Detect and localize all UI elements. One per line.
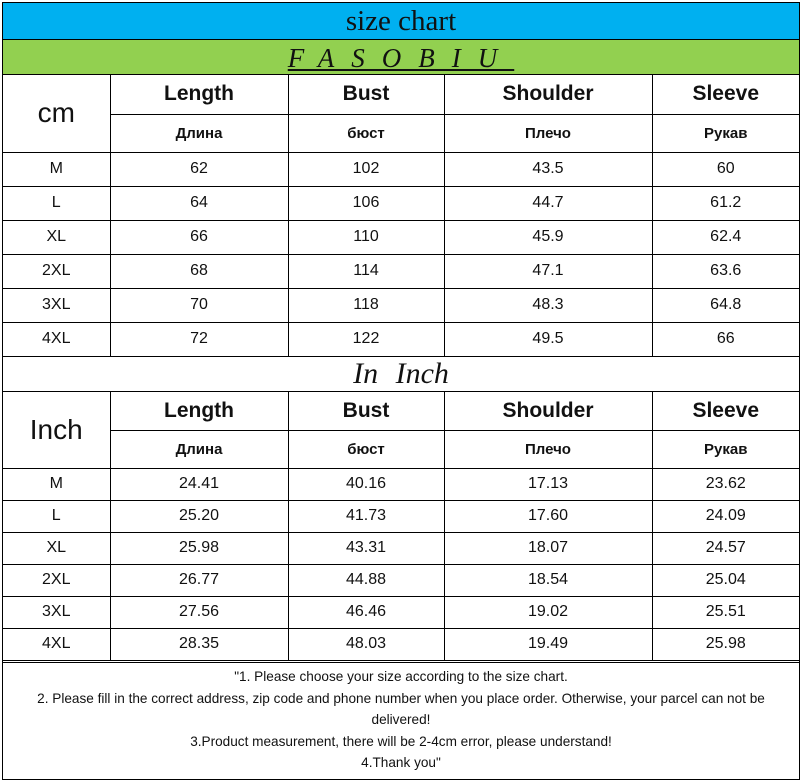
header-bust: Bust [288, 75, 444, 114]
shoulder-cell: 44.7 [444, 186, 652, 220]
bust-cell: 110 [288, 220, 444, 254]
sleeve-cell: 62.4 [652, 220, 799, 254]
bust-cell: 41.73 [288, 500, 444, 532]
size-cell: XL [3, 220, 110, 254]
sleeve-cell: 64.8 [652, 288, 799, 322]
shoulder-cell: 17.60 [444, 500, 652, 532]
table-row [3, 628, 799, 660]
sleeve-cell: 25.04 [652, 564, 799, 596]
size-cell: 2XL [3, 254, 110, 288]
table-row [3, 468, 799, 500]
length-cell: 25.20 [110, 500, 288, 532]
shoulder-cell: 48.3 [444, 288, 652, 322]
length-cell: 28.35 [110, 628, 288, 660]
inch-size-table [3, 392, 799, 661]
bust-cell: 43.31 [288, 532, 444, 564]
table-row [3, 322, 799, 356]
note-line: 3.Product measurement, there will be 2-4cm error, please understand! [190, 733, 612, 749]
table-row [3, 532, 799, 564]
table-row [3, 152, 799, 186]
size-cell: XL [3, 532, 110, 564]
unit-label: cm [3, 75, 110, 152]
notes-section [3, 662, 799, 779]
header-length-ru: Длина [110, 430, 288, 468]
header-bust-ru: бюст [288, 114, 444, 152]
header-sleeve-ru: Рукав [652, 114, 799, 152]
sleeve-cell: 25.98 [652, 628, 799, 660]
header-shoulder: Shoulder [444, 392, 652, 430]
length-cell: 68 [110, 254, 288, 288]
sleeve-cell: 24.09 [652, 500, 799, 532]
length-cell: 24.41 [110, 468, 288, 500]
sleeve-cell: 61.2 [652, 186, 799, 220]
shoulder-cell: 18.54 [444, 564, 652, 596]
header-length-ru: Длина [110, 114, 288, 152]
table-row [3, 564, 799, 596]
shoulder-cell: 18.07 [444, 532, 652, 564]
size-cell: 2XL [3, 564, 110, 596]
length-cell: 27.56 [110, 596, 288, 628]
table-row [3, 596, 799, 628]
unit-label: Inch [3, 392, 110, 468]
header-length: Length [110, 75, 288, 114]
table-row [3, 220, 799, 254]
length-cell: 70 [110, 288, 288, 322]
size-cell: 4XL [3, 628, 110, 660]
header-bust: Bust [288, 392, 444, 430]
header-sleeve: Sleeve [652, 392, 799, 430]
note-line: "1. Please choose your size according to the size chart. [234, 669, 568, 684]
length-cell: 66 [110, 220, 288, 254]
header-shoulder-ru: Плечо [444, 114, 652, 152]
shoulder-cell: 49.5 [444, 322, 652, 356]
table-row [3, 288, 799, 322]
brand-name: FASOBIU [3, 40, 799, 75]
size-cell: L [3, 500, 110, 532]
bust-cell: 102 [288, 152, 444, 186]
shoulder-cell: 17.13 [444, 468, 652, 500]
length-cell: 25.98 [110, 532, 288, 564]
note-line: 4.Thank you" [361, 755, 441, 770]
shoulder-cell: 43.5 [444, 152, 652, 186]
header-shoulder-ru: Плечо [444, 430, 652, 468]
sleeve-cell: 24.57 [652, 532, 799, 564]
header-length: Length [110, 392, 288, 430]
header-shoulder: Shoulder [444, 75, 652, 114]
size-cell: M [3, 152, 110, 186]
table-row [3, 500, 799, 532]
size-cell: L [3, 186, 110, 220]
chart-title: size chart [3, 3, 799, 40]
table-row [3, 254, 799, 288]
inch-section-title: In Inch [3, 355, 799, 392]
bust-cell: 48.03 [288, 628, 444, 660]
bust-cell: 106 [288, 186, 444, 220]
bust-cell: 122 [288, 322, 444, 356]
length-cell: 72 [110, 322, 288, 356]
sleeve-cell: 63.6 [652, 254, 799, 288]
length-cell: 62 [110, 152, 288, 186]
bust-cell: 46.46 [288, 596, 444, 628]
note-line: 2. Please fill in the correct address, zip code and phone number when you place order. Otherwise, your parcel can not be delivered! [37, 690, 765, 727]
size-chart-sheet [2, 2, 800, 780]
sleeve-cell: 23.62 [652, 468, 799, 500]
size-cell: 4XL [3, 322, 110, 356]
size-cell: 3XL [3, 596, 110, 628]
header-bust-ru: бюст [288, 430, 444, 468]
bust-cell: 44.88 [288, 564, 444, 596]
bust-cell: 40.16 [288, 468, 444, 500]
shoulder-cell: 19.02 [444, 596, 652, 628]
shoulder-cell: 45.9 [444, 220, 652, 254]
size-cell: M [3, 468, 110, 500]
size-cell: 3XL [3, 288, 110, 322]
sleeve-cell: 66 [652, 322, 799, 356]
sleeve-cell: 25.51 [652, 596, 799, 628]
bust-cell: 114 [288, 254, 444, 288]
cm-size-table [3, 75, 799, 357]
shoulder-cell: 47.1 [444, 254, 652, 288]
bust-cell: 118 [288, 288, 444, 322]
shoulder-cell: 19.49 [444, 628, 652, 660]
header-sleeve: Sleeve [652, 75, 799, 114]
sleeve-cell: 60 [652, 152, 799, 186]
length-cell: 26.77 [110, 564, 288, 596]
table-row [3, 186, 799, 220]
length-cell: 64 [110, 186, 288, 220]
header-sleeve-ru: Рукав [652, 430, 799, 468]
